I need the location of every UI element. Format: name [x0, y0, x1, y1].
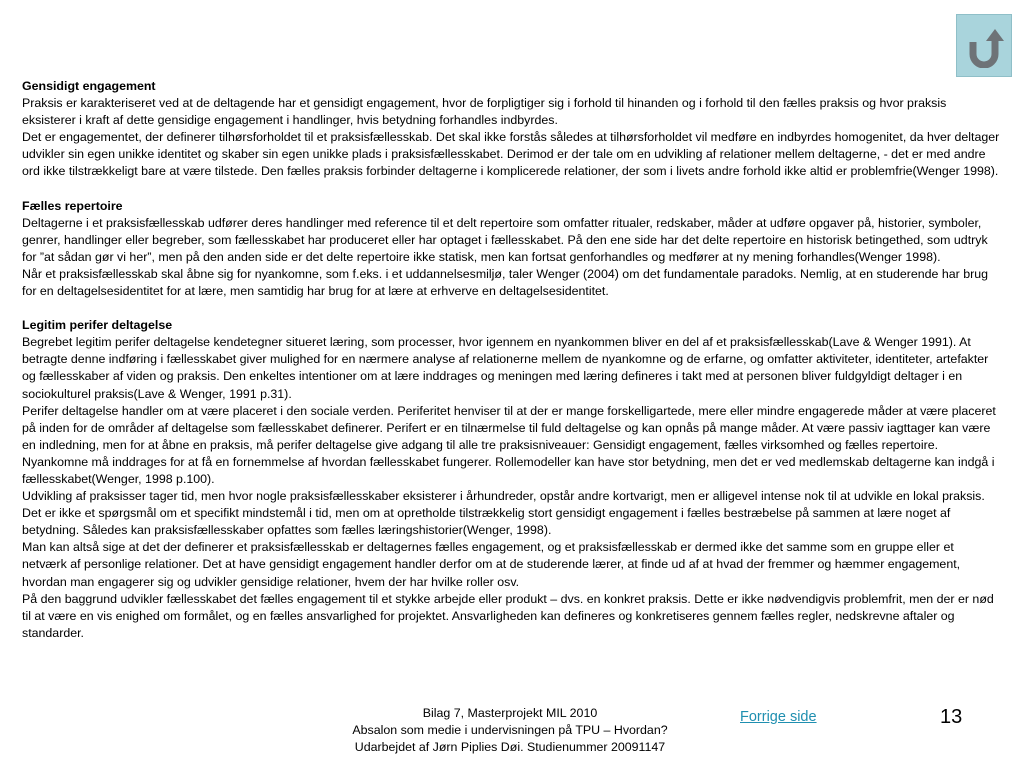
back-button[interactable] — [956, 14, 1012, 77]
section-legitim-perifer-deltagelse — [22, 317, 1002, 642]
paragraph: Deltagerne i et praksisfællesskab udfører deres handlinger med reference til et delt repertoire som omfatter ritualer, redskaber, måder at udføre opgaver på, historier, symboler, genrer, handlinger eller begreber, som fællesskabet har produceret eller har optaget i fællesskabet. På den ene side har det delte repertoire en historisk betingethed, som udtryk for ”at sådan gør vi her”, men på den anden side er det delte repertoire ikke statisk, men kan fortsat genforhandles og medfører at ny mening forhandles(Wenger 1998). — [22, 215, 988, 264]
paragraph: Perifer deltagelse handler om at være placeret i den sociale verden. Periferitet henviser til at der er mange forskelligartede, mere eller mindre engagerede måder at være placeret på inden for de områder af deltagelse som fællesskabet definerer. Perifert er en tilnærmelse til fuld deltagelse og kan opnås på mange måder. At være passiv iagttager kan være en indledning, men for at åbne en praksis, må perifer deltagelse give adgang til alle tre praksisniveauer: Gensidigt engagement, fælles virksomhed og fælles repertoire. — [22, 403, 996, 452]
document-body — [22, 78, 1002, 642]
footer-line: Absalon som medie i undervisningen på TPU – Hvordan? — [352, 723, 668, 737]
previous-page-link[interactable]: Forrige side — [740, 709, 817, 725]
paragraph: Det er engagementet, der definerer tilhørsforholdet til et praksisfællesskab. Det skal ikke forstås således at tilhørsforholdet vil medføre en indbyrdes homogenitet, da hver deltager udvikler sin egen unikke identitet og skaber sin egen unikke plads i praksisfællesskabet. Derimod er der tale om en udvikling af relationer mellem deltagerne, - det er med andre ord ikke tilstrækkeligt bare at være tilstede. Den fælles praksis forbinder deltagerne i komplicerede relationer, der som i livets andre forhold ikke altid er problemfrie(Wenger 1998). — [22, 130, 1000, 179]
section-heading: Legitim perifer deltagelse — [22, 318, 173, 333]
footer-line: Udarbejdet af Jørn Piplies Døi. Studienummer 20091147 — [354, 740, 666, 754]
paragraph: Udvikling af praksisser tager tid, men hvor nogle praksisfællesskaber eksisterer i århundreder, opstår andre kortvarigt, men er alligevel intense nok til at udvikle en lokal praksis. Det er ikke et spørgsmål om et specifikt mindstemål i tid, men om at opretholde tilstrækkelig stort gensidigt engagement i fælles bestræbelse på sammen at lære noget af betydning. Således kan praksisfællesskaber opfattes som fælles læringshistorier(Wenger, 1998). — [22, 489, 985, 538]
paragraph: Når et praksisfællesskab skal åbne sig for nyankomne, som f.eks. i et uddannelsesmiljø, taler Wenger (2004) om det fundamentale paradoks. Nemlig, at en studerende har brug for en deltagelsesidentitet for at lære, men samtidig har brug for at lære at erhverve en deltagelsesidentitet. — [22, 266, 989, 299]
paragraph: Praksis er karakteriseret ved at de deltagende har et gensidigt engagement, hvor de forpligtiger sig i forhold til hinanden og i forhold til den fælles praksis og hvor praksis eksisterer i kraft af dette gensidige engagement i handlinger, hvis betydning forhandles indbyrdes. — [22, 96, 947, 128]
paragraph: Begrebet legitim perifer deltagelse kendetegner situeret læring, som processer, hvor igennem en nyankommen bliver en del af et praksisfællesskab(Lave & Wenger 1991). At betragte denne indføring i fællesskabet giver mulighed for en nærmere analyse af relationerne mellem de nyankomne og de erfarne, og omfatter aktiviteter, identiteter, artefakter og fællesskaber af viden og praksis. Den enkeltes intentioner om at lære inddrages og meningen med læring defineres i takt med at personen bliver fuldgyldigt deltager i en sociokulturel praksis(Lave & Wenger, 1991 p.31). — [22, 335, 989, 401]
u-turn-back-icon — [964, 24, 1004, 68]
footer-line: Bilag 7, Masterprojekt MIL 2010 — [422, 706, 598, 720]
section-heading: Gensidigt engagement — [22, 79, 156, 93]
section-gensidigt-engagement — [22, 78, 1002, 181]
paragraph: Man kan altså sige at det der definerer et praksisfællesskab er deltagernes fælles engagement, og et praksisfællesskab er dermed ikke det samme som en gruppe eller et netværk af personlige relationer. Det at have gensidigt engagement handler derfor om at de studerende lærer, at finde ud af at hvad der fremmer og hæmmer engagement, hvordan man engagerer sig og udvikler gensidige relationer, hvem der har hvilke roller osv. — [22, 540, 961, 589]
page-number: 13 — [940, 706, 963, 728]
section-faelles-repertoire — [22, 198, 1002, 301]
paragraph: På den baggrund udvikler fællesskabet det fælles engagement til et stykke arbejde eller produkt – dvs. en konkret praksis. Dette er ikke nødvendigvis problemfrit, men der er nød til at være en vis enighed om formålet, og en fælles ansvarlighed for projektet. Ansvarligheden kan defineres og konkretiseres gennem fælles regler, nedskrevne aftaler og standarder. — [22, 591, 994, 640]
section-heading: Fælles repertoire — [22, 198, 123, 213]
footer-info — [300, 705, 720, 756]
paragraph: Nyankomne må inddrages for at få en fornemmelse af hvordan fællesskabet fungerer. Rollemodeller kan have stor betydning, men det er ved medlemskab deltagerne kan indgå i fællesskabet(Wenger, 1998 p.100). — [22, 454, 995, 486]
